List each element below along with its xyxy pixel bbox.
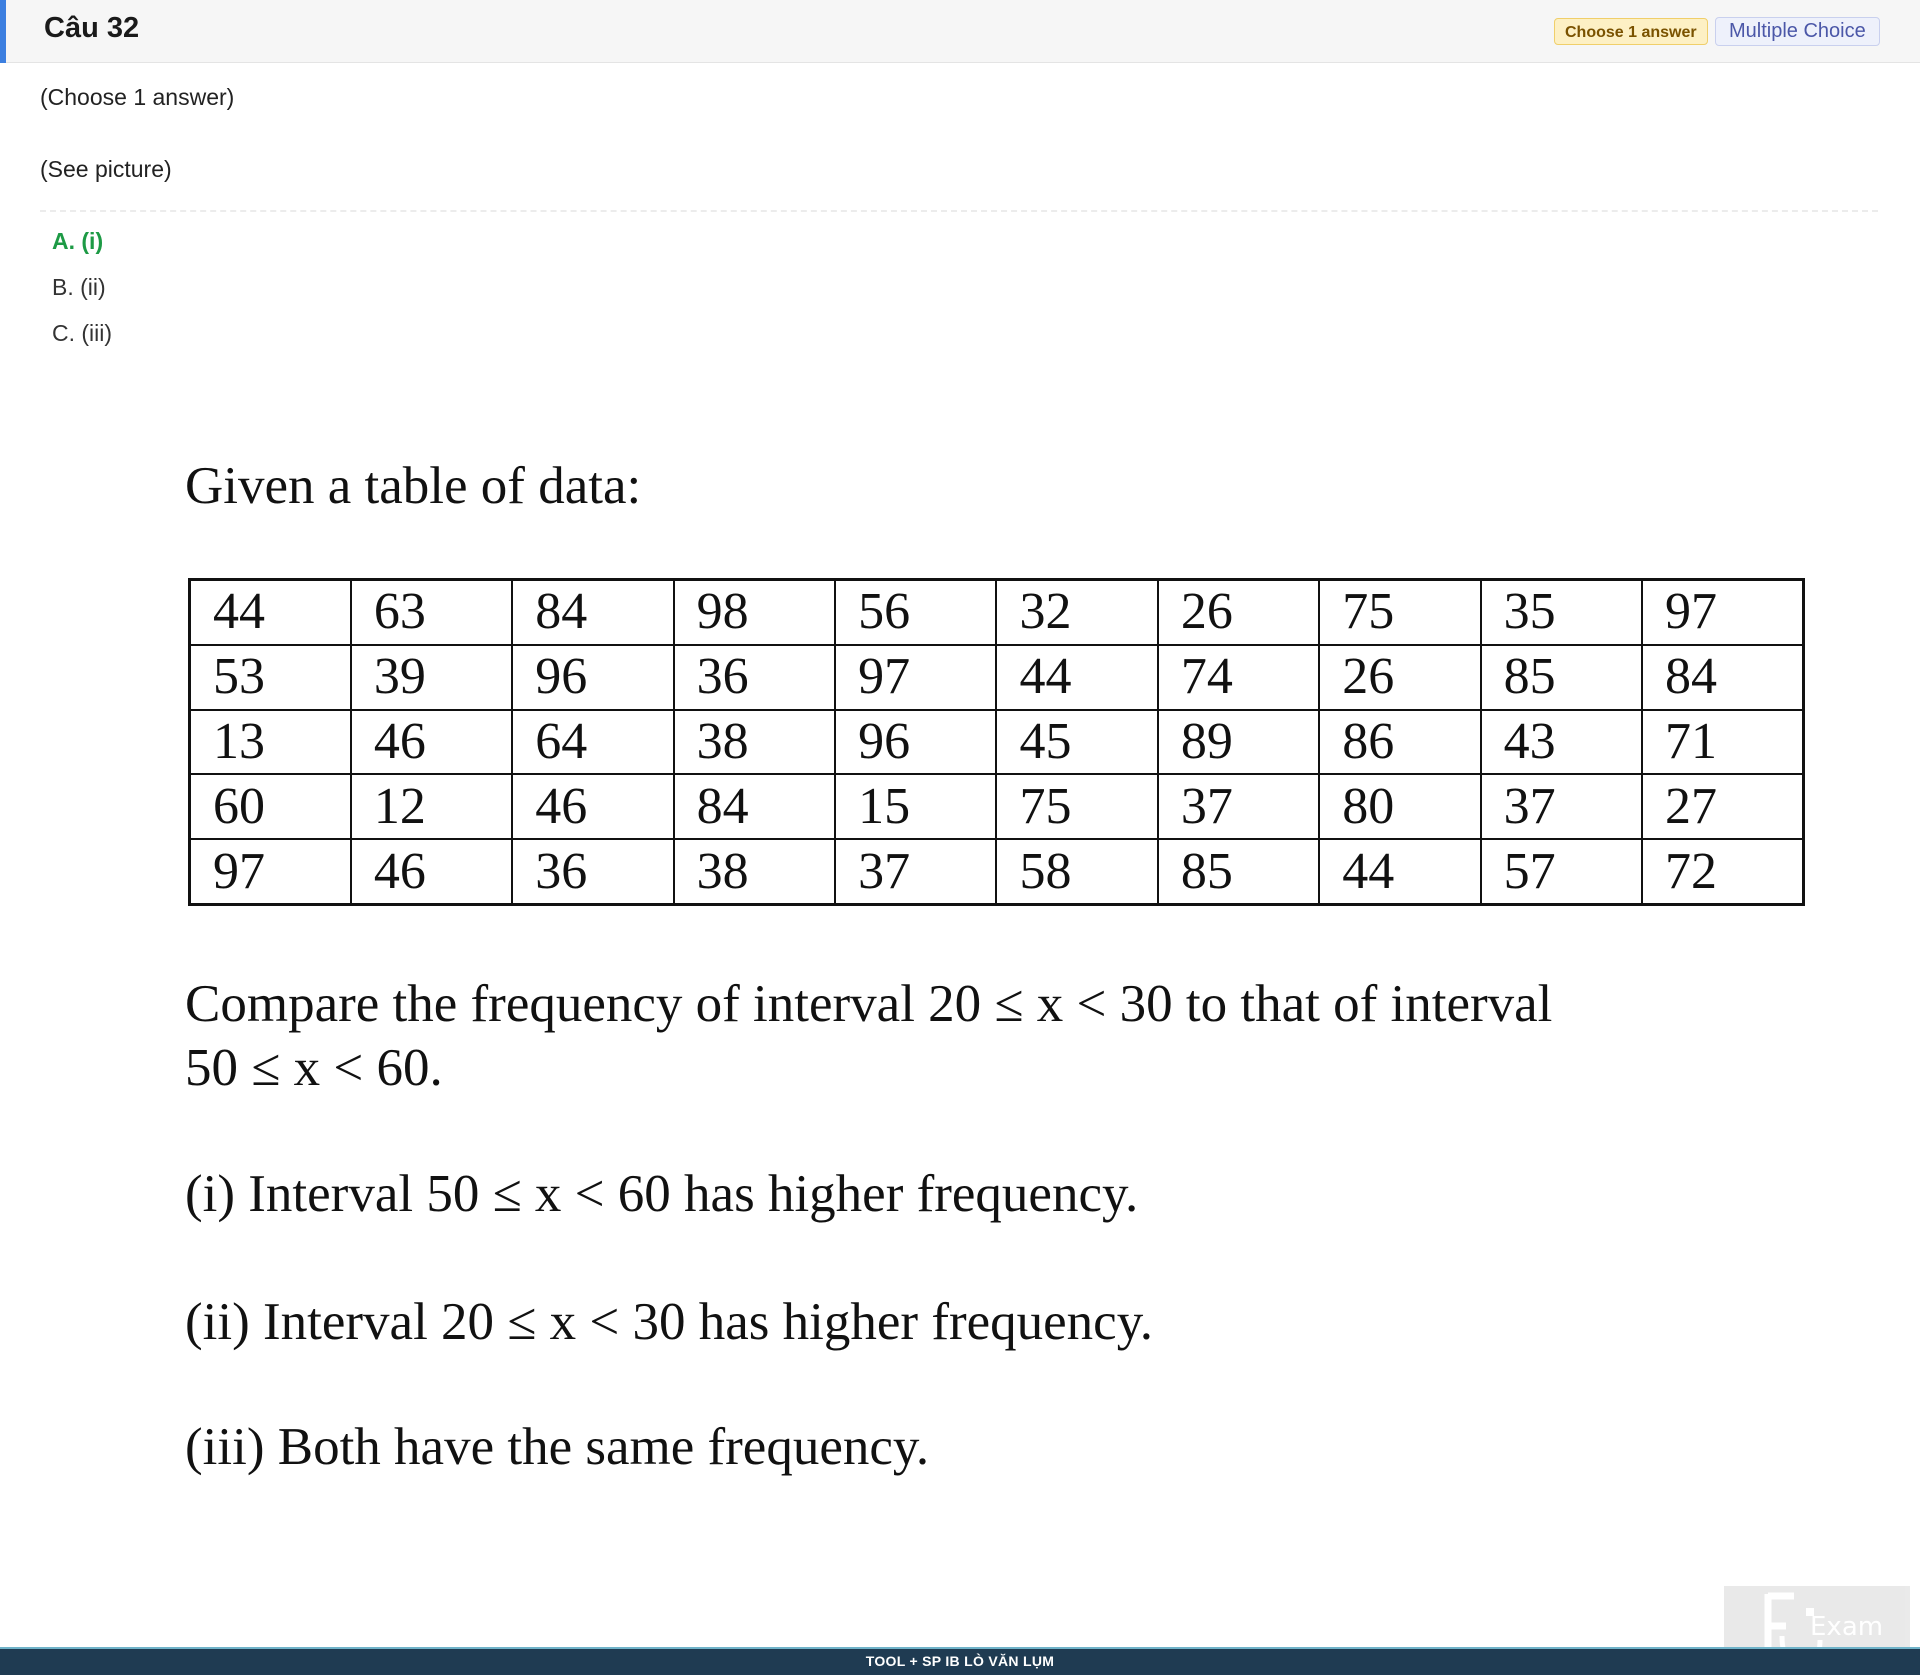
table-cell: 37 [835, 839, 996, 904]
table-cell: 36 [674, 645, 835, 710]
picture-heading: Given a table of data: [185, 457, 642, 515]
table-cell: 86 [1319, 710, 1480, 775]
question-header [0, 0, 1920, 63]
table-cell: 46 [351, 710, 512, 775]
table-cell: 84 [512, 580, 673, 645]
statement-iii: (iii) Both have the same frequency. [185, 1418, 930, 1476]
answer-option-a[interactable]: A. (i) [52, 228, 104, 254]
compare-line-2: 50 ≤ x < 60. [185, 1039, 443, 1097]
table-cell: 57 [1481, 839, 1642, 904]
table-cell: 26 [1319, 645, 1480, 710]
statement-i: (i) Interval 50 ≤ x < 60 has higher frequency. [185, 1165, 1139, 1223]
table-cell: 60 [190, 774, 351, 839]
choose-one-badge: Choose 1 answer [1554, 18, 1708, 45]
table-cell: 12 [351, 774, 512, 839]
table-row [190, 710, 1804, 775]
table-cell: 26 [1158, 580, 1319, 645]
question-text: (See picture) [40, 156, 172, 182]
table-row [190, 774, 1804, 839]
table-cell: 75 [996, 774, 1157, 839]
table-cell: 85 [1481, 645, 1642, 710]
table-cell: 96 [512, 645, 673, 710]
table-cell: 80 [1319, 774, 1480, 839]
answer-options [52, 226, 112, 364]
table-row [190, 645, 1804, 710]
question-title: Câu 32 [44, 12, 140, 44]
table-cell: 32 [996, 580, 1157, 645]
table-cell: 63 [351, 580, 512, 645]
table-cell: 53 [190, 645, 351, 710]
table-cell: 35 [1481, 580, 1642, 645]
table-cell: 96 [835, 710, 996, 775]
table-cell: 46 [351, 839, 512, 904]
table-row [190, 839, 1804, 904]
table-cell: 27 [1642, 774, 1803, 839]
table-cell: 43 [1481, 710, 1642, 775]
question-instruction: (Choose 1 answer) [40, 84, 235, 110]
table-cell: 13 [190, 710, 351, 775]
watermark-text: Exam [1810, 1612, 1884, 1642]
table-cell: 71 [1642, 710, 1803, 775]
table-cell: 44 [190, 580, 351, 645]
table-cell: 97 [835, 645, 996, 710]
table-cell: 37 [1158, 774, 1319, 839]
table-cell: 37 [1481, 774, 1642, 839]
table-cell: 85 [1158, 839, 1319, 904]
compare-line-1: Compare the frequency of interval 20 ≤ x < 30 to that of interval [185, 975, 1553, 1033]
data-table [188, 578, 1805, 906]
table-cell: 74 [1158, 645, 1319, 710]
table-cell: 98 [674, 580, 835, 645]
table-cell: 64 [512, 710, 673, 775]
footer-text: TOOL + SP IB LÒ VĂN LỤM [865, 1653, 1055, 1669]
table-cell: 39 [351, 645, 512, 710]
table-cell: 44 [1319, 839, 1480, 904]
table-cell: 58 [996, 839, 1157, 904]
table-cell: 97 [1642, 580, 1803, 645]
divider [40, 210, 1878, 212]
table-row [190, 580, 1804, 645]
table-cell: 75 [1319, 580, 1480, 645]
table-cell: 38 [674, 839, 835, 904]
answer-option-b[interactable]: B. (ii) [52, 274, 106, 300]
footer-bar [0, 1647, 1920, 1675]
table-cell: 15 [835, 774, 996, 839]
table-cell: 36 [512, 839, 673, 904]
table-cell: 56 [835, 580, 996, 645]
table-cell: 46 [512, 774, 673, 839]
table-cell: 89 [1158, 710, 1319, 775]
table-cell: 38 [674, 710, 835, 775]
table-cell: 84 [1642, 645, 1803, 710]
header-accent-bar [0, 0, 6, 63]
answer-option-c[interactable]: C. (iii) [52, 320, 113, 346]
table-cell: 45 [996, 710, 1157, 775]
table-cell: 72 [1642, 839, 1803, 904]
table-cell: 97 [190, 839, 351, 904]
table-cell: 44 [996, 645, 1157, 710]
statement-ii: (ii) Interval 20 ≤ x < 30 has higher frequency. [185, 1293, 1154, 1351]
question-type-badge: Multiple Choice [1715, 17, 1880, 46]
table-cell: 84 [674, 774, 835, 839]
